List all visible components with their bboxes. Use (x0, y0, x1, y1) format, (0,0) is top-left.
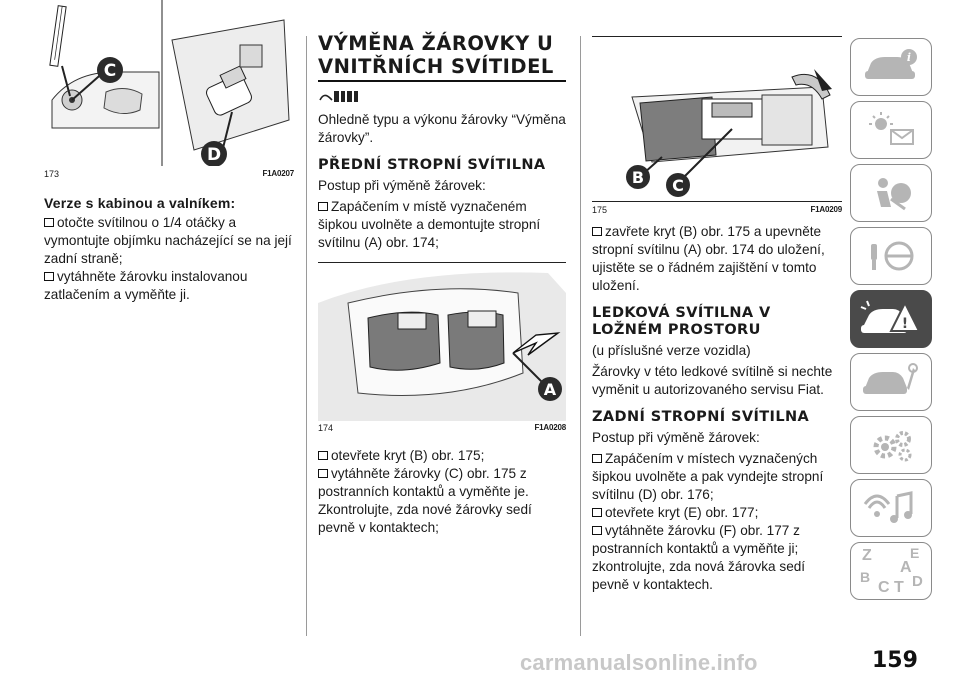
figure-number: 173 (44, 169, 60, 179)
list-item: vytáhněte žárovky (C) obr. 175 z postranních kontaktů a vyměňte je. Zkontrolujte, zda nové žárovky sedí pevně v kontaktech; (318, 466, 532, 535)
tab-car-warning[interactable] (850, 290, 932, 348)
figure-173-caption (44, 169, 294, 179)
tab-airbag[interactable] (850, 164, 932, 222)
list-item: zavřete kryt (B) obr. 175 a upevněte stropní svítilnu (A) obr. 174 do uložení, ujistěte se o řádném zajištění v tomto uložení. (592, 224, 825, 293)
column-divider (306, 36, 307, 636)
figure-174-illustration (318, 263, 566, 421)
svg-text:i: i (906, 51, 912, 64)
airbag-icon (861, 173, 921, 213)
section-heading: Verze s kabinou a valníkem: (44, 195, 236, 211)
figure-code: F1A0207 (262, 169, 294, 178)
tab-car-info[interactable] (850, 38, 932, 96)
tab-multimedia[interactable] (850, 479, 932, 537)
list-item: vytáhněte žárovku (F) obr. 177 z postranních kontaktů a vyměňte ji; zkontrolujte, zda nová žárovka sedí pevně v kontaktech. (592, 523, 806, 592)
tab-car-service[interactable] (850, 353, 932, 411)
dashboard-lights-icon (861, 110, 921, 150)
checkbox-bullet-icon (592, 526, 602, 535)
figure-number: 174 (318, 423, 334, 433)
list-item: Zapáčením v místě vyznačeném šipkou uvolněte a demontujte stropní svítilnu (A) obr. 174; (318, 199, 541, 250)
checkbox-bullet-icon (44, 218, 54, 227)
checkbox-bullet-icon (592, 454, 602, 463)
section-tabs (850, 38, 932, 605)
tab-dashboard-lights[interactable] (850, 101, 932, 159)
car-info-icon (861, 47, 921, 87)
figure-175-illustration (592, 37, 842, 203)
checkbox-bullet-icon (592, 508, 602, 517)
title-underline (318, 80, 566, 82)
alphabet-index-icon: Z E A B C T D (860, 545, 923, 596)
column-divider (580, 36, 581, 636)
column-1 (44, 0, 294, 304)
page-number: 159 (872, 648, 918, 673)
callout-b: B (631, 168, 645, 187)
checkbox-bullet-icon (318, 202, 328, 211)
figure-175 (592, 36, 842, 202)
figure-code: F1A0209 (810, 205, 842, 214)
paragraph: (u příslušné verze vozidla) (592, 343, 751, 358)
intro-text: Postup při výměně žárovek: (592, 430, 760, 445)
reference-icon (318, 88, 566, 109)
svg-text:!: ! (901, 316, 909, 332)
checkbox-bullet-icon (592, 227, 602, 236)
note-text: Ohledně typu a výkonu žárovky “Výměna žárovky”. (318, 112, 566, 145)
list-item: vytáhněte žárovku instalovanou zatlačením a vyměňte ji. (44, 269, 248, 302)
callout-a: A (543, 380, 557, 399)
section-heading: LEDKOVÁ SVÍTILNA V LOŽNÉM PROSTORU (592, 305, 771, 338)
checkbox-bullet-icon (318, 469, 328, 478)
figure-174 (318, 262, 566, 420)
column-3 (592, 36, 842, 594)
car-service-icon (861, 362, 921, 402)
page-title: VÝMĚNA ŽÁROVKY U VNITŘNÍCH SVÍTIDEL (318, 32, 554, 78)
section-heading: PŘEDNÍ STROPNÍ SVÍTILNA (318, 157, 546, 173)
steering-wheel-key-icon (861, 236, 921, 276)
callout-c: C (672, 176, 684, 195)
watermark: carmanualsonline.info (520, 650, 758, 675)
figure-code: F1A0208 (534, 423, 566, 432)
figure-174-caption (318, 423, 566, 433)
multimedia-icon (861, 488, 921, 528)
car-warning-icon (859, 297, 923, 341)
figure-173 (44, 0, 294, 166)
callout-d: D (206, 145, 222, 165)
list-item: otevřete kryt (B) obr. 175; (318, 447, 566, 465)
list-item: otočte svítilnou o 1/4 otáčky a vymontujte objímku nacházející se na její zadní straně; (44, 215, 292, 266)
tab-settings[interactable] (850, 416, 932, 474)
tab-index[interactable] (850, 542, 932, 600)
callout-c: C (103, 61, 117, 81)
list-item: Zapáčením v místech vyznačených šipkou uvolněte a pak vyndejte stropní svítilnu (D) obr. 176; (592, 451, 824, 502)
section-heading: ZADNÍ STROPNÍ SVÍTILNA (592, 409, 810, 425)
paragraph: Žárovky v této ledkové svítilně si nechte vyměnit u autorizovaného servisu Fiat. (592, 364, 833, 397)
checkbox-bullet-icon (318, 451, 328, 460)
tab-steering-key[interactable] (850, 227, 932, 285)
gear-settings-icon (861, 425, 921, 465)
column-2 (318, 32, 566, 537)
intro-text: Postup při výměně žárovek: (318, 178, 486, 193)
figure-number: 175 (592, 205, 608, 215)
figure-175-caption (592, 205, 842, 215)
checkbox-bullet-icon (44, 272, 54, 281)
list-item: otevřete kryt (E) obr. 177; (592, 504, 842, 522)
figure-173-illustration (44, 0, 294, 166)
